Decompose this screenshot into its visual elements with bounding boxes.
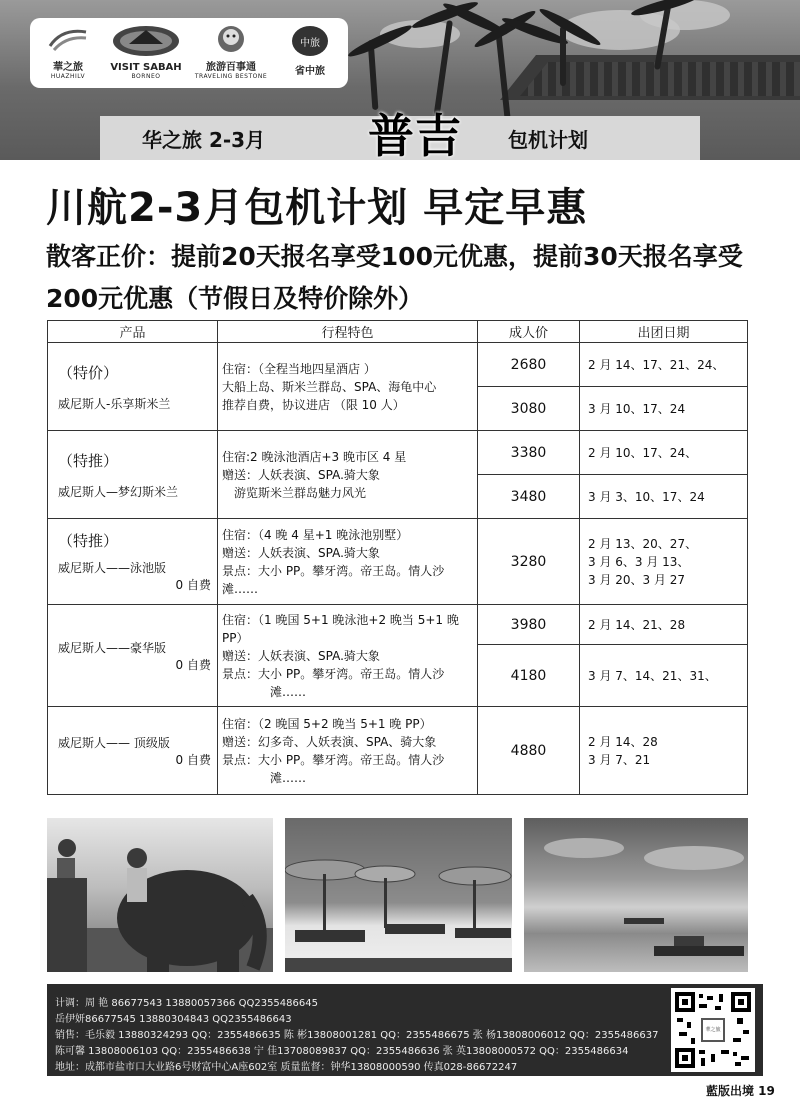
price-cell: 4880 [478, 707, 580, 795]
traveling-bestone-logo: 旅游百事通 TRAVELING BESTONE [190, 24, 272, 84]
product-cell: 威尼斯人—— 顶级版 0 自费 [48, 707, 218, 795]
table-row [48, 519, 748, 605]
features-cell: 住宿：（1 晚国 5+1 晚泳池+2 晚当 5+1 晚 PP） 赠送：人妖表演、SPA.骑大象 景点：大小 PP。攀牙湾。帝王岛。情人沙 滩…… [218, 605, 478, 707]
discount-subhead: 散客正价：提前20天报名享受100元优惠，提前30天报名享受200元优惠（节假日及特价除外） [46, 242, 743, 313]
page-number-tag: 藍版出境 19 [706, 1084, 775, 1098]
table-row [48, 343, 748, 387]
product-cell: （特价） 威尼斯人-乐享斯米兰 [48, 343, 218, 431]
price-cell: 2680 [478, 343, 580, 387]
price-cell: 3380 [478, 431, 580, 475]
partner-logos [30, 18, 348, 88]
header-dates: 出团日期 [580, 321, 748, 343]
table-header-row [48, 321, 748, 343]
visit-sabah-logo: VISIT SABAH BORNEO [106, 24, 186, 84]
contact-line: 销售：毛乐毅 13880324293 QQ：2355486635 陈 彬13808001281 QQ：2355486675 张 杨13808006012 QQ：2355486637 [55, 1030, 659, 1041]
qr-center-logo: 華之旅 [701, 1018, 725, 1042]
product-cell: （特推） 威尼斯人——泳池版 0 自费 [48, 519, 218, 605]
beach-umbrella-photo [285, 818, 512, 972]
dates-cell: 2 月 14、21、28 [580, 605, 748, 645]
title-banner [100, 100, 700, 163]
huazhilv-logo: 華之旅 HUAZHILV [38, 24, 98, 84]
header-features: 行程特色 [218, 321, 478, 343]
dates-cell: 3 月 10、17、24 [580, 387, 748, 431]
features-cell: 住宿：（全程当地四星酒店 ） 大船上岛、斯米兰群岛、SPA、海龟中心 推荐自费，协议进店 （限 10 人） [218, 343, 478, 431]
features-cell: 住宿：（4 晚 4 星+1 晚泳池别墅） 赠送：人妖表演、SPA.骑大象 景点：大小 PP。攀牙湾。帝王岛。情人沙 滩…… [218, 519, 478, 605]
contact-line: 岳伊妍86677545 13880304843 QQ2355486643 [55, 1014, 292, 1025]
banner-right-text: 包机计划 [508, 128, 588, 152]
shengzhonglv-logo: 中旅 省中旅 [280, 24, 340, 84]
header-price: 成人价 [478, 321, 580, 343]
features-cell: 住宿：（2 晚国 5+2 晚当 5+1 晚 PP） 赠送：幻多奇、人妖表演、SPA、骑大象 景点：大小 PP。攀牙湾。帝王岛。情人沙 滩…… [218, 707, 478, 795]
product-cell: 威尼斯人——豪华版 0 自费 [48, 605, 218, 707]
contact-footer [47, 984, 763, 1076]
dates-cell: 2 月 13、20、27、 3 月 6、3 月 13、 3 月 20、3 月 27 [580, 519, 748, 605]
dates-cell: 2 月 10、17、24、 [580, 431, 748, 475]
contact-line: 陈可馨 13808006103 QQ：2355486638 宁 佳13708089837 QQ：2355486636 张 英13808000572 QQ：2355486634 [55, 1046, 629, 1057]
svg-text:中旅: 中旅 [300, 38, 320, 49]
product-cell: （特推） 威尼斯人—梦幻斯米兰 [48, 431, 218, 519]
dates-cell: 3 月 7、14、21、31、 [580, 645, 748, 707]
table-row [48, 431, 748, 475]
contact-line: 计调：周 艳 86677543 13880057366 QQ2355486645 [55, 998, 318, 1009]
price-cell: 3080 [478, 387, 580, 431]
tour-price-table [47, 320, 748, 795]
dates-cell: 2 月 14、17、21、24、 [580, 343, 748, 387]
price-cell: 3480 [478, 475, 580, 519]
qr-code[interactable] [671, 988, 755, 1072]
address-line: 地址：成都市盐市口大业路6号财富中心A座602室 质量监督：钟华13808000590 传真028-86672247 [55, 1062, 518, 1073]
table-row [48, 707, 748, 795]
price-cell: 3280 [478, 519, 580, 605]
banner-left-text: 华之旅 2-3月 [142, 128, 266, 152]
price-cell: 3980 [478, 605, 580, 645]
price-cell: 4180 [478, 645, 580, 707]
header-product: 产品 [48, 321, 218, 343]
sea-boats-photo [524, 818, 748, 972]
table-row [48, 605, 748, 645]
features-cell: 住宿:2 晚泳池酒店+3 晚市区 4 星 赠送：人妖表演、SPA.骑大象 游览斯米兰群岛魅力风光 [218, 431, 478, 519]
dates-cell: 2 月 14、28 3 月 7、21 [580, 707, 748, 795]
elephant-ride-photo [47, 818, 273, 972]
dates-cell: 3 月 3、10、17、24 [580, 475, 748, 519]
main-headline: 川航2-3月包机计划 早定早惠 [46, 185, 588, 231]
banner-destination: 普吉 [368, 109, 462, 163]
